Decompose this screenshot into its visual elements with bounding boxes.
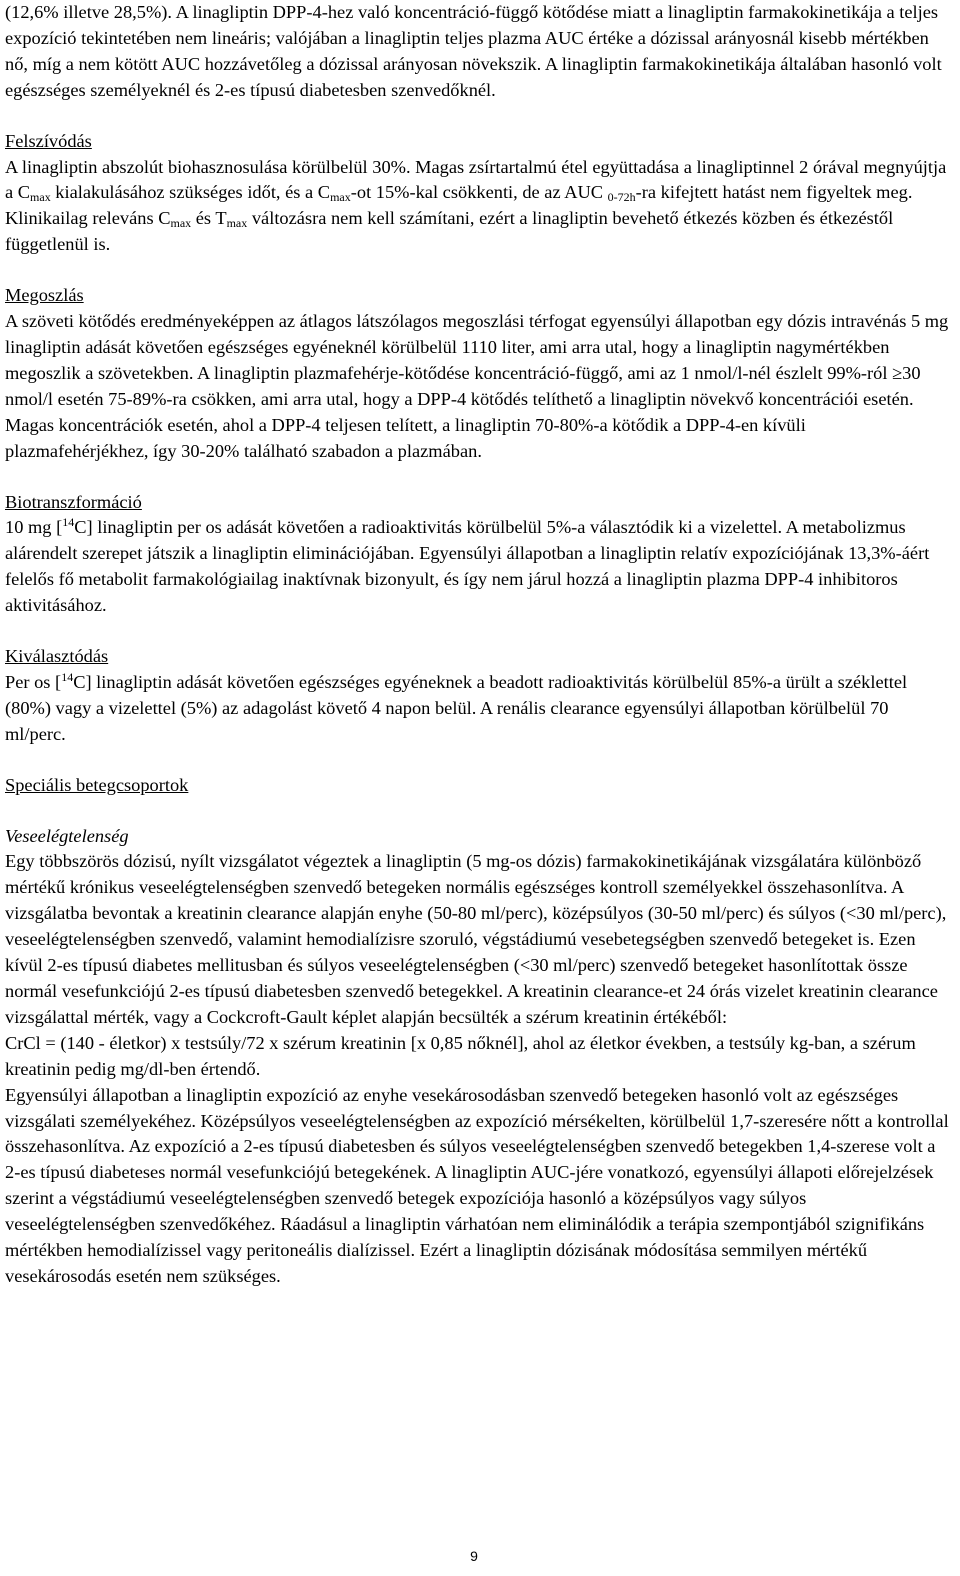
biotransformation-heading: Biotranszformáció [5, 491, 142, 512]
crcl-formula-paragraph: CrCl = (140 - életkor) x testsúly/72 x szérum kreatinin [x 0,85 nőknél], ahol az életkor években, a testsúly kg-ban, a szérum kreatinin pedig mg/dl-ben értendő. [5, 1032, 916, 1079]
absorption-heading: Felszívódás [5, 130, 92, 151]
distribution-heading: Megoszlás [5, 285, 84, 306]
page-number: 9 [470, 1548, 478, 1564]
distribution-paragraph: A szöveti kötődés eredményeképpen az átlagos látszólagos megoszlási térfogat egyensúlyi állapotban egy dózis intravénás 5 mg linagliptin adását követően egészséges egyéneknél körülbelül 1110 liter, ami arra utal, hogy a linagliptin nagymértékben megoszlik a szövetekben. A linagliptin plazmafehérje-kötődése koncentráció-függő, ami az 1 nmol/l-nél észlelt 99%-ról ≥30 nmol/l esetén 75-89%-ra csökken, ami arra utal, hogy a DPP-4 kötődés telíthető a linagliptin növekvő koncentrációi esetén. Magas koncentrációk esetén, ahol a DPP-4 teljesen telített, a linagliptin 70-80%-a kötődik a DPP-4-en kívüli plazmafehérjékhez, így 30-20% található szabadon a plazmában. [5, 311, 949, 461]
special-populations-heading: Speciális betegcsoportok [5, 774, 189, 795]
renal-paragraph-1: Egy többszörös dózisú, nyílt vizsgálatot végeztek a linagliptin (5 mg-os dózis) farmakokinetikájának vizsgálatára különböző mértékű krónikus veseelégtelenségben szenvedő betegeken normális egészséges kontroll személyekkel összehasonlítva. A vizsgálatba bevontak a kreatinin clearance alapján enyhe (50-80 ml/perc), középsúlyos (30-50 ml/perc) és súlyos (<30 ml/perc), veseelégtelenségben szenvedő, valamint hemodialízisre szoruló, végstádiumú vesebetegségben szenvedő betegeket is. Ezen kívül 2-es típusú diabetes mellitusban és súlyos veseelégtelenségben (<30 ml/perc) szenvedő betegeket hasonlítottak össze normál vesefunkciójú 2-es típusú diabetesben szenvedő betegekkel. A kreatinin clearance-et 24 órás vizelet kreatinin clearance vizsgálattal mérték, vagy a Cockcroft-Gault képlet alapján becsülték a szérum kreatinin értékéből: [5, 851, 947, 1027]
document-page [5, 0, 953, 1290]
renal-paragraph-2: Egyensúlyi állapotban a linagliptin expozíció az enyhe vesekárosodásban szenvedő betegeken hasonló volt az egészséges vizsgálati személyekéhez. Középsúlyos veseelégtelenségben az expozíció mérsékelten, körülbelül 1,7-szeresére nőtt a kontrollal összehasonlítva. Az expozíció a 2-es típusú diabetesben és súlyos veseelégtelenségben szenvedő betegekben 1,4-szerese volt a 2-es típusú diabeteses normál vesefunkciójú betegekének. A linagliptin AUC-jére vonatkozó, egyensúlyi állapoti előrejelzések szerint a végstádiumú veseelégtelenségben szenvedő betegek expozíciója hasonló a középsúlyos vagy súlyos veseelégtelenségben szenvedőkéhez. Ráadásul a linagliptin várhatóan nem eliminálódik a terápia szempontjából szignifikáns mértékben hemodialízissel vagy peritoneális dialízissel. Ezért a linagliptin dózisának módosítása semmilyen mértékű vesekárosodás esetén nem szükséges. [5, 1084, 949, 1286]
renal-impairment-heading: Veseelégtelenség [5, 825, 129, 846]
excretion-paragraph: Per os [$^{14}$C] linagliptin adását követően egészséges egyéneknek a beadott radioaktivitás körülbelül 85%-a ürült a széklettel (80%) vagy a vizelettel (5%) az adagolást követő 4 napon belül. A renális clearance egyensúlyi állapotban körülbelül 70 ml/perc. [5, 669, 908, 744]
biotransformation-paragraph: 10 mg [$^{14}$C] linagliptin per os adását követően a radioaktivitás körülbelül 5%-a választódik ki a vizelettel. A metabolizmus alárendelt szerepet játszik a linagliptin eliminációjában. Egyensúlyi állapotban a linagliptin relatív expozíciójának 13,3%-áért felelős fő metabolit farmakológiailag inaktívnak bizonyult, és így nem járul hozzá a linagliptin plazma DPP-4 inhibitoros aktivitásához. [5, 515, 930, 616]
absorption-paragraph: A linagliptin abszolút biohasznosulása körülbelül 30%. Magas zsírtartalmú étel együttadása a linagliptinnel 2 órával megnyújtja a $C_{max}$ kialakulásához szükséges időt, és a $C_{max}-ot$ 15%-kal csökkenti, de az AUC $_{0-72h}$-ra kifejtett hatást nem figyeltek meg. Klinikailag releváns $C_{max}$ és $T_{max}$ változásra nem kell számítani, ezért a linagliptin bevehető étkezés közben és étkezéstől függetlenül is. [5, 156, 947, 255]
excretion-heading: Kiválasztódás [5, 646, 109, 667]
intro-paragraph: (12,6% illetve 28,5%). A linagliptin DPP-4-hez való koncentráció-függő kötődése miatt a linagliptin farmakokinetikája a teljes expozíció tekintetében nem lineáris; valójában a linagliptin teljes plazma AUC értéke a dózissal arányosnál kisebb mértékben nő, míg a nem kötött AUC hozzávetőleg a dózissal arányosan növekszik. A linagliptin farmakokinetikája általában hasonló volt egészséges személyeknél és 2-es típusú diabetesben szenvedőknél. [5, 2, 942, 100]
